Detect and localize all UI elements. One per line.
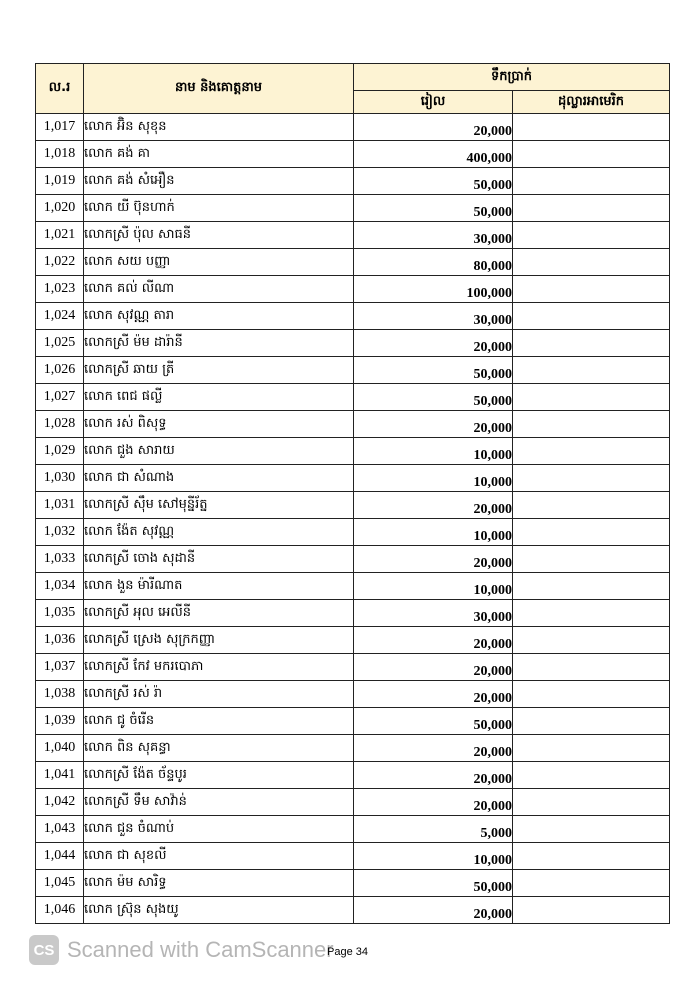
row-usd (513, 843, 670, 870)
row-name: លោក ពេជ ផល្លី (84, 384, 354, 411)
row-usd (513, 222, 670, 249)
row-number: 1,031 (36, 492, 84, 519)
row-name: លោក គល់ លីណា (84, 276, 354, 303)
row-usd (513, 492, 670, 519)
row-riel: 30,000 (354, 303, 513, 330)
row-riel: 10,000 (354, 465, 513, 492)
header-amount: ទឹកប្រាក់ (354, 64, 670, 91)
row-number: 1,026 (36, 357, 84, 384)
table-row (36, 681, 670, 708)
row-name: លោកស្រី ឆាយ ត្រី (84, 357, 354, 384)
row-name: លោក សុវណ្ណ តារា (84, 303, 354, 330)
row-number: 1,036 (36, 627, 84, 654)
row-usd (513, 465, 670, 492)
row-usd (513, 654, 670, 681)
camscanner-logo-text: CS (33, 941, 55, 959)
row-number: 1,022 (36, 249, 84, 276)
table-row (36, 708, 670, 735)
row-name: លោកស្រី ង៉ែត ច័ន្ទបូរ (84, 762, 354, 789)
row-name: លោកស្រី រស់ រ៉ា (84, 681, 354, 708)
row-usd (513, 384, 670, 411)
table-row (36, 195, 670, 222)
table-body (36, 114, 670, 924)
donation-table (35, 63, 670, 924)
row-number: 1,039 (36, 708, 84, 735)
row-usd (513, 870, 670, 897)
row-usd (513, 168, 670, 195)
row-usd (513, 573, 670, 600)
header-name: នាម និងគោត្តនាម (84, 64, 354, 114)
row-name: លោក ជូ ចំរើន (84, 708, 354, 735)
table-row (36, 411, 670, 438)
row-riel: 10,000 (354, 438, 513, 465)
row-number: 1,035 (36, 600, 84, 627)
row-name: លោក អ៊ិន សុខុន (84, 114, 354, 141)
row-name: លោកស្រី ស្រេង សុក្រកញ្ញា (84, 627, 354, 654)
row-number: 1,025 (36, 330, 84, 357)
table-row (36, 276, 670, 303)
table-row (36, 573, 670, 600)
row-usd (513, 600, 670, 627)
table-row (36, 816, 670, 843)
row-riel: 20,000 (354, 627, 513, 654)
row-name: លោក រស់ ពិសុទ្ធ (84, 411, 354, 438)
row-number: 1,040 (36, 735, 84, 762)
table-row (36, 303, 670, 330)
row-name: លោក យី ប៊ុនហាក់ (84, 195, 354, 222)
row-name: លោក ជា សុខលី (84, 843, 354, 870)
row-name: លោកស្រី កែវ មករបោភា (84, 654, 354, 681)
table-row (36, 249, 670, 276)
row-number: 1,046 (36, 897, 84, 924)
row-number: 1,023 (36, 276, 84, 303)
table-row (36, 114, 670, 141)
row-riel: 20,000 (354, 114, 513, 141)
table-row (36, 465, 670, 492)
table-row (36, 762, 670, 789)
row-name: លោក ពិន សុគន្ធា (84, 735, 354, 762)
row-usd (513, 708, 670, 735)
row-name: លោក សយ បញ្ញា (84, 249, 354, 276)
row-name: លោក ងួន ម៉ារីណាត (84, 573, 354, 600)
table-row (36, 519, 670, 546)
row-usd (513, 303, 670, 330)
table-row (36, 357, 670, 384)
row-usd (513, 816, 670, 843)
table-row (36, 168, 670, 195)
row-riel: 100,000 (354, 276, 513, 303)
row-riel: 50,000 (354, 168, 513, 195)
row-usd (513, 249, 670, 276)
row-number: 1,020 (36, 195, 84, 222)
row-riel: 5,000 (354, 816, 513, 843)
row-riel: 20,000 (354, 492, 513, 519)
row-riel: 10,000 (354, 843, 513, 870)
row-usd (513, 735, 670, 762)
row-riel: 20,000 (354, 411, 513, 438)
row-riel: 20,000 (354, 681, 513, 708)
table-row (36, 384, 670, 411)
header-usd: ដុល្លារអាមេរិក (513, 91, 670, 114)
row-number: 1,032 (36, 519, 84, 546)
row-name: លោកស្រី ស៊ឹម សៅមុន្នីរ័ត្ន (84, 492, 354, 519)
row-usd (513, 276, 670, 303)
row-name: លោក ម៉ម សារិទ្ធ (84, 870, 354, 897)
row-usd (513, 789, 670, 816)
row-usd (513, 141, 670, 168)
row-number: 1,043 (36, 816, 84, 843)
row-number: 1,037 (36, 654, 84, 681)
row-riel: 20,000 (354, 330, 513, 357)
row-name: លោក ជួង សារាយ (84, 438, 354, 465)
row-name: លោក ស្រ៊ុន សុងយូ (84, 897, 354, 924)
row-number: 1,024 (36, 303, 84, 330)
row-name: លោកស្រី ប៉ុល សាធនី (84, 222, 354, 249)
table-row (36, 870, 670, 897)
table-row (36, 222, 670, 249)
table-row (36, 735, 670, 762)
table-row (36, 141, 670, 168)
row-riel: 20,000 (354, 789, 513, 816)
table-row (36, 546, 670, 573)
table-row (36, 600, 670, 627)
row-usd (513, 411, 670, 438)
row-name: លោក គង់ សំអឿន (84, 168, 354, 195)
row-riel: 20,000 (354, 546, 513, 573)
row-usd (513, 357, 670, 384)
row-riel: 20,000 (354, 735, 513, 762)
row-riel: 30,000 (354, 222, 513, 249)
row-name: លោក ង៉ែត សុវណ្ណ (84, 519, 354, 546)
row-riel: 50,000 (354, 357, 513, 384)
table-row (36, 897, 670, 924)
row-riel: 10,000 (354, 519, 513, 546)
row-name: លោកស្រី អុល អេលីនី (84, 600, 354, 627)
header-riel: រៀល (354, 91, 513, 114)
row-usd (513, 519, 670, 546)
row-usd (513, 438, 670, 465)
row-name: លោកស្រី ទឹម សាវ៉ាន់ (84, 789, 354, 816)
camscanner-logo-icon (29, 935, 59, 965)
row-name: លោក ជា សំណាង (84, 465, 354, 492)
table-row (36, 330, 670, 357)
row-riel: 80,000 (354, 249, 513, 276)
row-number: 1,027 (36, 384, 84, 411)
row-usd (513, 330, 670, 357)
row-number: 1,021 (36, 222, 84, 249)
row-usd (513, 546, 670, 573)
row-number: 1,038 (36, 681, 84, 708)
row-riel: 30,000 (354, 600, 513, 627)
table-row (36, 843, 670, 870)
row-riel: 20,000 (354, 762, 513, 789)
row-riel: 50,000 (354, 384, 513, 411)
row-usd (513, 897, 670, 924)
row-name: លោក ជួន ចំណាប់ (84, 816, 354, 843)
row-name: លោក គង់ គា (84, 141, 354, 168)
table-row (36, 789, 670, 816)
table-row (36, 492, 670, 519)
row-number: 1,033 (36, 546, 84, 573)
table-row (36, 627, 670, 654)
row-name: លោកស្រី ចោង សុដានី (84, 546, 354, 573)
row-number: 1,030 (36, 465, 84, 492)
header-number: ល.រ (36, 64, 84, 114)
row-number: 1,019 (36, 168, 84, 195)
row-riel: 400,000 (354, 141, 513, 168)
row-number: 1,028 (36, 411, 84, 438)
row-riel: 20,000 (354, 897, 513, 924)
row-usd (513, 762, 670, 789)
camscanner-watermark (29, 932, 334, 968)
row-riel: 50,000 (354, 708, 513, 735)
row-number: 1,034 (36, 573, 84, 600)
row-usd (513, 627, 670, 654)
camscanner-brand-text: Scanned with CamScanner (67, 937, 334, 962)
row-usd (513, 195, 670, 222)
row-riel: 10,000 (354, 573, 513, 600)
row-number: 1,044 (36, 843, 84, 870)
row-riel: 20,000 (354, 654, 513, 681)
page-number: Page 34 (327, 946, 368, 958)
row-number: 1,041 (36, 762, 84, 789)
row-number: 1,018 (36, 141, 84, 168)
row-riel: 50,000 (354, 870, 513, 897)
row-number: 1,045 (36, 870, 84, 897)
row-usd (513, 114, 670, 141)
row-number: 1,029 (36, 438, 84, 465)
row-number: 1,042 (36, 789, 84, 816)
row-usd (513, 681, 670, 708)
table-row (36, 654, 670, 681)
row-riel: 50,000 (354, 195, 513, 222)
row-name: លោកស្រី ម៉ម ដារ៉ានី (84, 330, 354, 357)
table-row (36, 438, 670, 465)
row-number: 1,017 (36, 114, 84, 141)
